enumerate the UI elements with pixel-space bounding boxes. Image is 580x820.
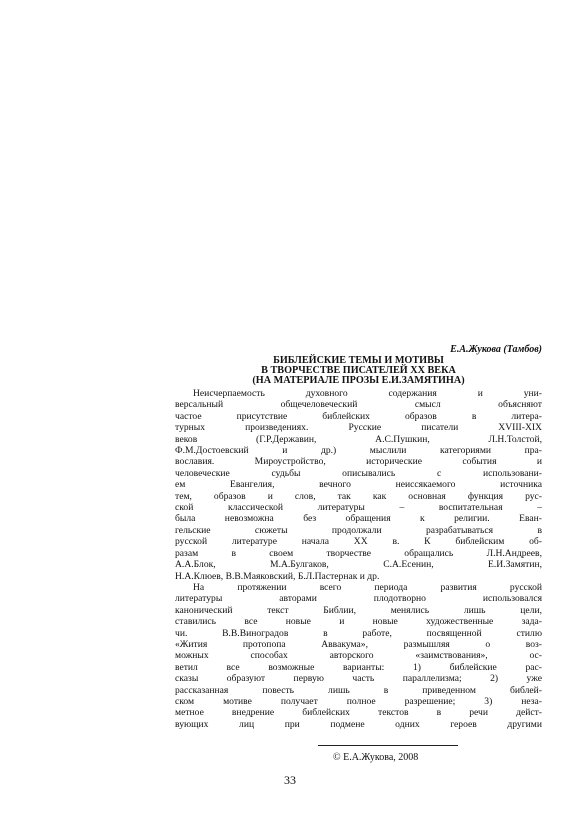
page-number: 33	[284, 773, 296, 787]
text-line: чи. В.В.Виноградов в работе, посвященной стилю	[175, 627, 542, 639]
text-line: А.А.Блок, М.А.Булгаков, С.А.Есенин, Е.И.Замятин,	[175, 559, 542, 571]
text-line: Неисчерпаемость духовного содержания и уни-	[193, 388, 542, 399]
text-line: «Жития протопопа Аввакума», размышляя о воз-	[175, 638, 542, 650]
text-line: ском мотиве получает полное разрешение; 3) неза-	[175, 695, 542, 707]
article-column	[175, 344, 542, 730]
text-line: гельские сюжеты продолжали разрабатываться в	[175, 524, 542, 536]
text-line: метное внедрение библейских текстов в речи дейст-	[175, 707, 542, 719]
text-line: литературы авторами плодотворно использовался	[175, 593, 542, 605]
text-line: разам в своем творчестве обращались Л.Н.Андреев,	[175, 547, 542, 559]
footnote-divider	[318, 745, 458, 746]
text-line: ской классической литературы – воспитательная –	[175, 502, 542, 514]
text-line: вующих лиц при подмене одних героев другими	[175, 718, 542, 730]
text-line: ем Евангелия, вечного неиссякаемого источника	[175, 479, 542, 491]
text-line: турных произведениях. Русские писатели XVIII-XIX	[175, 422, 542, 434]
author-line: Е.А.Жукова (Тамбов)	[450, 344, 542, 355]
text-line: канонический текст Библии, менялись лишь цели,	[175, 604, 542, 616]
paragraph-2	[175, 582, 542, 730]
text-line: Н.А.Клюев, В.В.Маяковский, Б.Л.Пастернак и др.	[175, 570, 380, 582]
text-line: На протяжении всего периода развития русской	[193, 581, 542, 593]
text-line: частое присутствие библейских образов в литера-	[175, 410, 542, 422]
article-body	[175, 388, 542, 730]
text-line: веков (Г.Р.Державин, А.С.Пушкин, Л.Н.Толстой,	[175, 433, 542, 445]
text-line: тем, образов и слов, так как основная функция рус-	[175, 490, 542, 502]
copyright-footnote: © Е.А.Жукова, 2008	[333, 752, 419, 763]
text-line: рассказанная повесть лишь в приведенном библей-	[175, 684, 542, 696]
title-line: В ТВОРЧЕСТВЕ ПИСАТЕЛЕЙ XX ВЕКА	[261, 365, 456, 376]
text-line: Ф.М.Достоевский и др.) мыслили категориями пра-	[175, 445, 542, 457]
text-line: версальный общечеловеческий смысл объясняют	[175, 399, 542, 411]
text-line: вославия. Мироустройство, исторические события и	[175, 456, 542, 468]
text-line: человеческие судьбы описывались с использовани-	[175, 467, 542, 479]
title-line: (НА МАТЕРИАЛЕ ПРОЗЫ Е.И.ЗАМЯТИНА)	[252, 375, 465, 386]
article-title	[175, 356, 542, 386]
text-line: русской литературе начала XX в. К библейским об-	[175, 536, 542, 548]
text-line: сказы образуют первую часть параллелизма; 2) уже	[175, 673, 542, 685]
text-line: ставились все новые и новые художественные зада-	[175, 616, 542, 628]
paragraph-1	[175, 388, 542, 582]
text-line: ветил все возможные варианты: 1) библейские рас-	[175, 661, 542, 673]
text-line: была невозможна без обращения к религии. Еван-	[175, 513, 542, 525]
text-line: можных способах авторского «заимствования», ос-	[175, 650, 542, 662]
title-line: БИБЛЕЙСКИЕ ТЕМЫ И МОТИВЫ	[273, 355, 444, 366]
